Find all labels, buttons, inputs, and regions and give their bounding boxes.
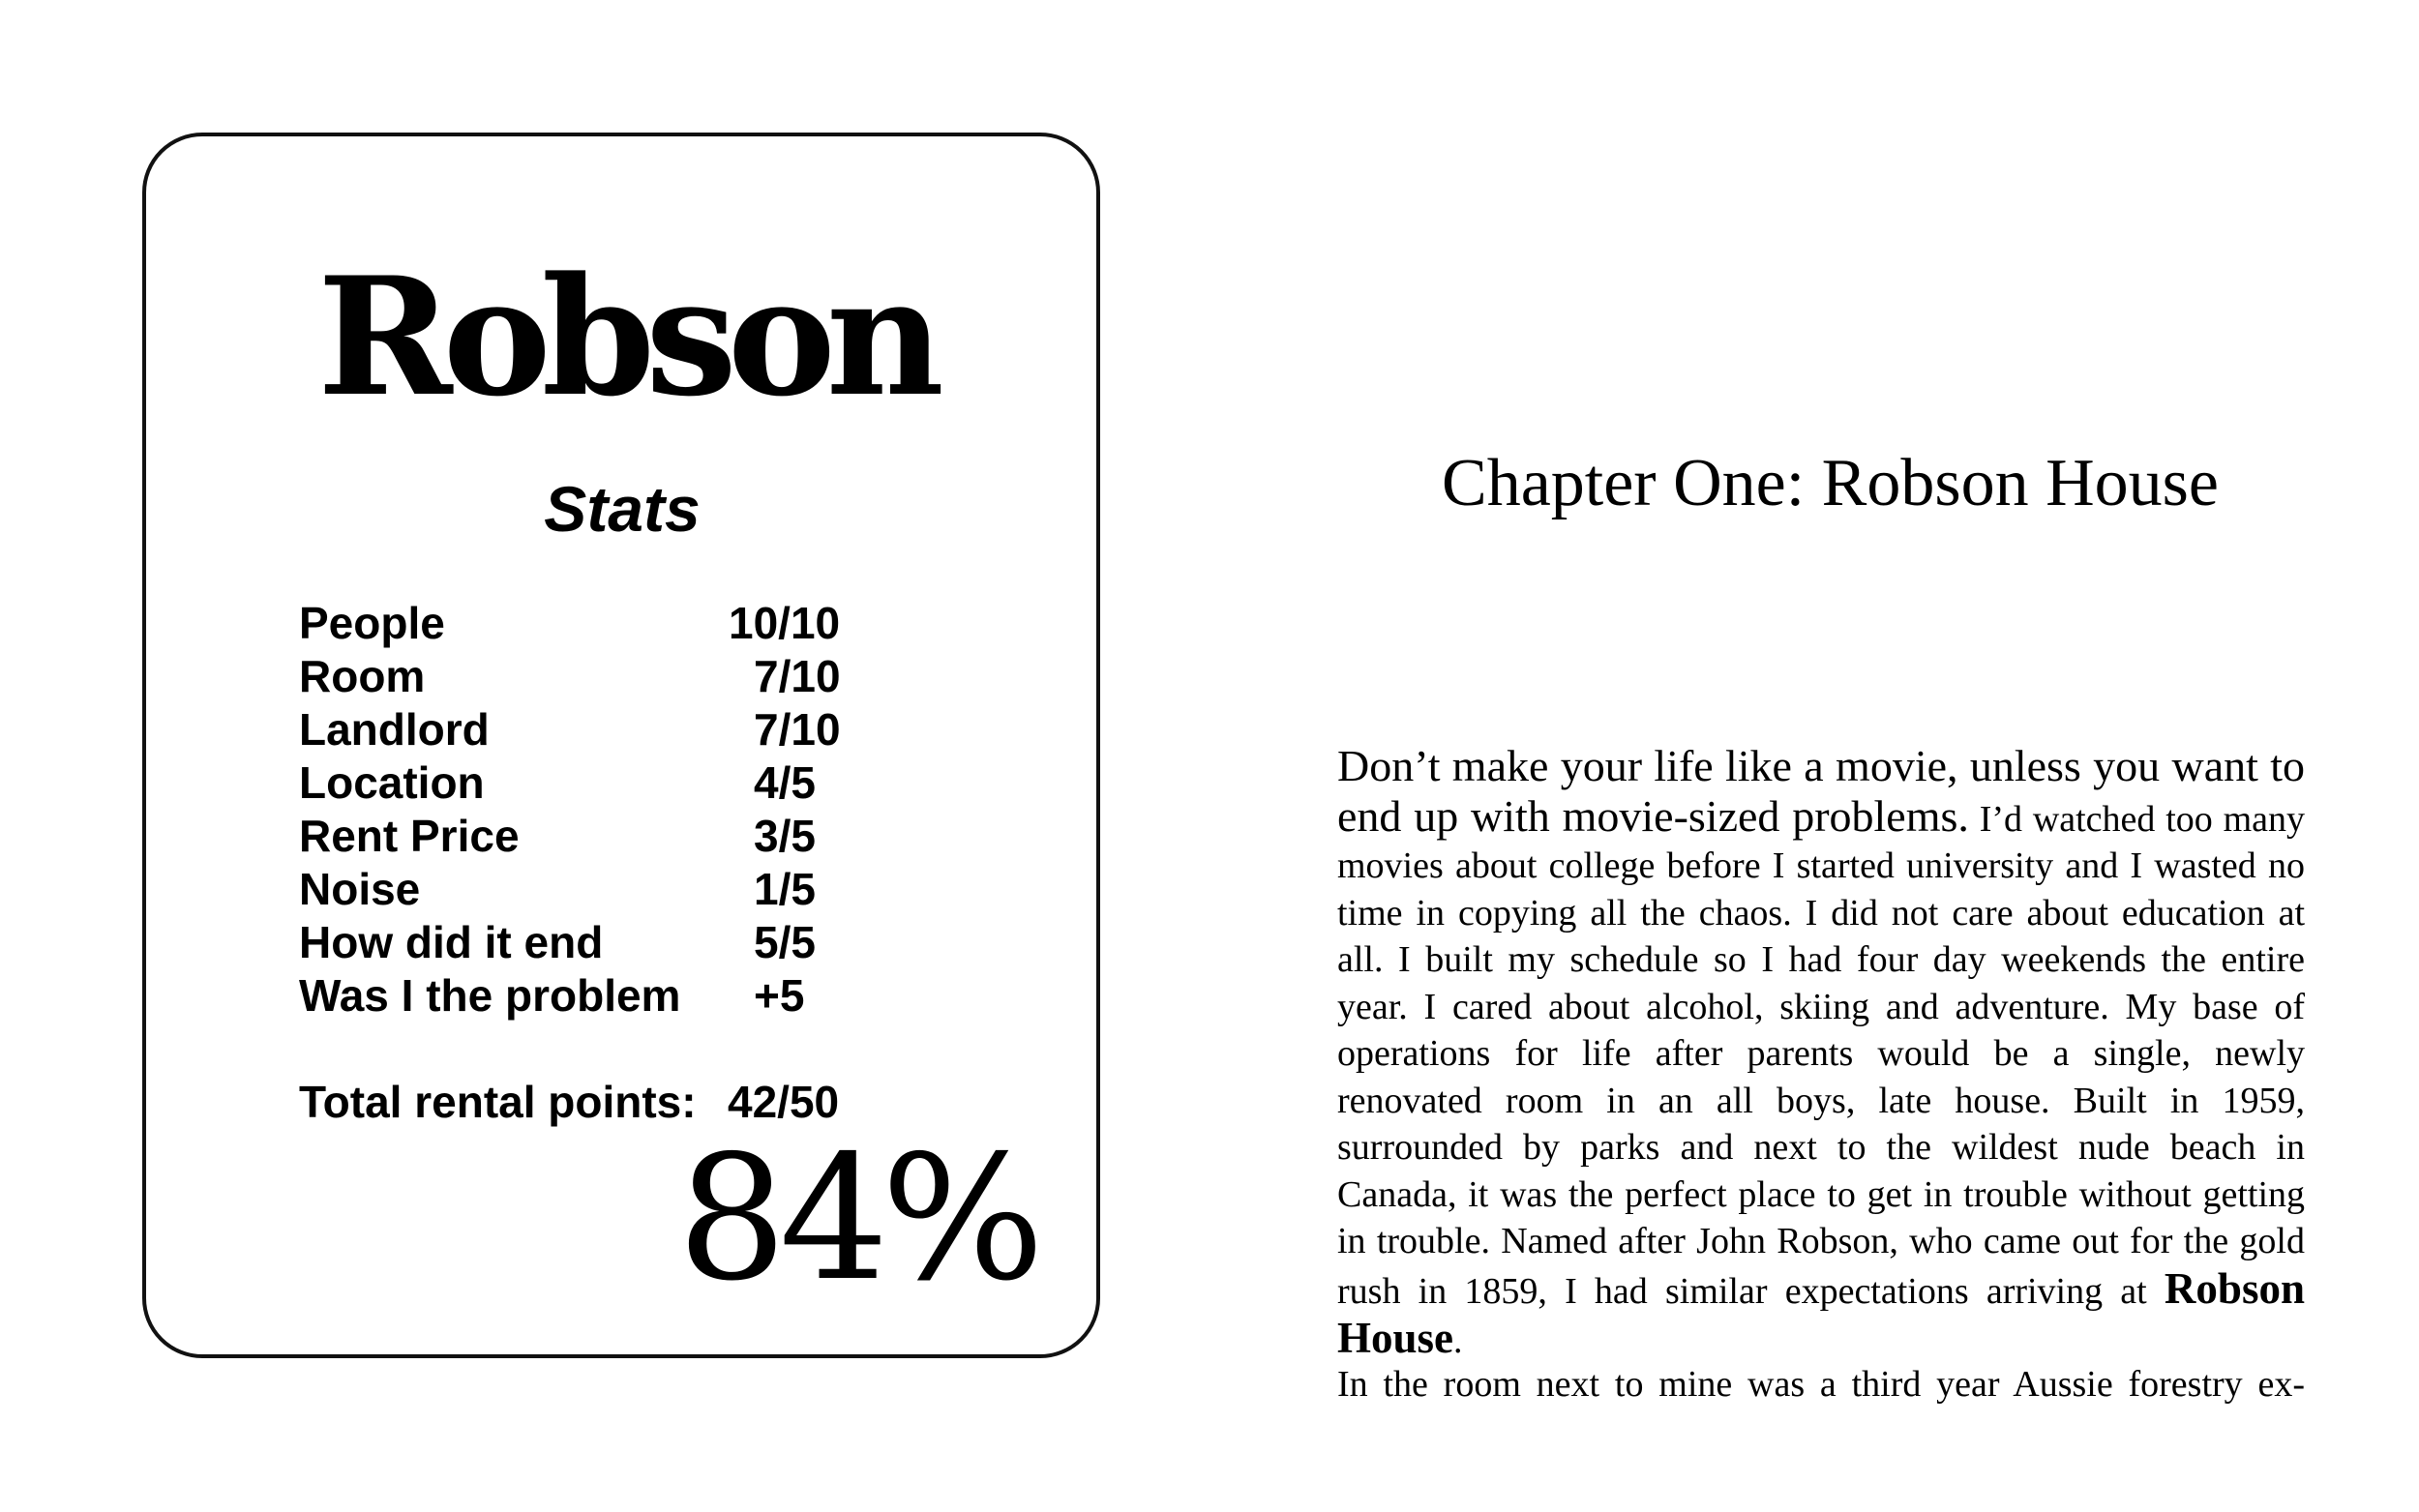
stat-value: 4/5	[754, 757, 816, 808]
stat-value: 7/10	[754, 704, 841, 755]
robson-house-bold: Robson House	[1337, 1263, 2305, 1362]
stat-label: How did it end	[299, 917, 604, 967]
stat-value: +5	[754, 970, 805, 1021]
chapter-paragraph-2: In the room next to mine was a third year Aussie forestry ex-	[1337, 1364, 2305, 1405]
stat-label: Noise	[299, 864, 421, 914]
total-value: 42/50	[728, 1077, 840, 1127]
paragraph-text: I’d watched too many movies about college before I started university and I wasted no time in copying all the chaos. I did not care about education at all. I built my schedule so I had four day weekends the entire year. I cared about alcohol, skiing and adventure. My base of operations for life after parents would be a single, newly renovated room in an all boys, late house. Built in 1959, surrounded by parks and next to the wildest nude beach in Canada, it was the perfect place to get in trouble without getting in trouble. Named after John Robson, who came out for the gold rush in 1859, I had similar expectations arriving at	[1337, 798, 2305, 1312]
stat-label: Was I the problem	[299, 970, 681, 1021]
chapter-title: Chapter One: Robson House	[1442, 446, 2219, 520]
paragraph-end: .	[1453, 1320, 1463, 1361]
chapter-paragraph-1	[1337, 743, 2305, 1365]
total-label: Total rental points:	[299, 1077, 697, 1127]
stat-value: 7/10	[754, 651, 841, 701]
stat-value: 10/10	[729, 598, 841, 648]
stat-value: 1/5	[754, 864, 816, 914]
stat-value: 3/5	[754, 811, 816, 861]
card-title: Robson	[317, 241, 935, 432]
stats-heading: Stats	[544, 473, 701, 545]
lead-sentence: Don’t make your life like a movie, unless you want to end up with movie-sized problems.	[1337, 741, 2305, 841]
stat-label: Rent Price	[299, 811, 520, 861]
stat-label: People	[299, 598, 445, 648]
stat-label: Landlord	[299, 704, 490, 755]
stat-label: Room	[299, 651, 426, 701]
stat-value: 5/5	[754, 917, 816, 967]
percent-score: 84%	[677, 1118, 1037, 1319]
stat-label: Location	[299, 757, 485, 808]
